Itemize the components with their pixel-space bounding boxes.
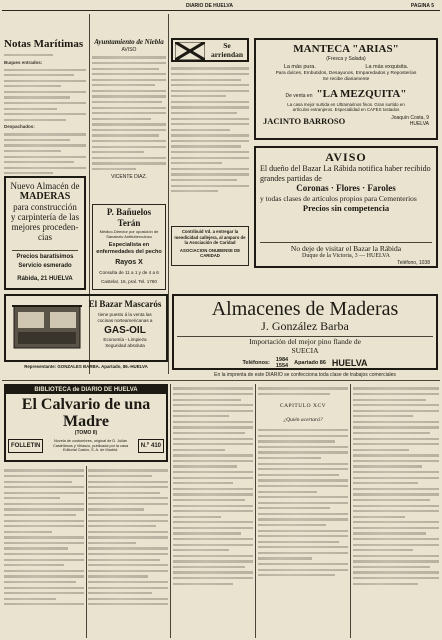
asociacion-text: Contribuid Vd. a entregar la mendicidad callejera, al amparo de la Asociación de Caridad	[174, 229, 246, 245]
despachados-label: Despachados:	[4, 124, 35, 130]
almacen-line: mejores proceden-	[11, 222, 79, 232]
imprenta-notice: En la imprenta de este DIARIO se confecciona toda clase de trabajos comerciales	[214, 372, 396, 378]
banuelos-rayos: Rayos X	[115, 259, 143, 266]
biblioteca-tomo: (TOMO II)	[74, 430, 98, 436]
novel-column-2	[88, 466, 168, 638]
manteca-address: HUELVA	[409, 120, 429, 127]
almacenes-title: Almacenes de Maderas	[211, 298, 399, 320]
almacen-line: y carpintería de las	[10, 212, 80, 222]
header-title: DIARIO DE HUELVA	[185, 3, 233, 9]
chapter-subtitle: ¿Quién acertará?	[283, 417, 323, 424]
banuelos-consulta: Consulta de 11 a 1 y de 4 a 6	[99, 270, 159, 275]
bazar-line: Economía - Limpieza	[103, 337, 147, 342]
arriendan-line1: Se	[223, 41, 231, 50]
novel-column-5	[353, 384, 439, 638]
stove-icon	[12, 302, 82, 350]
almacenes-city: HUELVA	[331, 358, 368, 368]
manteca-venta-name: "LA MEZQUITA"	[316, 88, 407, 100]
ayuntamiento-title: Ayuntamiento de Niebla	[94, 38, 164, 46]
notas-title: Notas Marítimas	[4, 38, 84, 50]
almacen-line: cias	[38, 232, 52, 242]
almacen-precios: Precios baratísimos	[16, 254, 74, 260]
aviso-text: Duque de la Victoria, 3 — HUELVA	[301, 253, 391, 259]
notas-body	[4, 54, 86, 174]
bazar-line: tiene puesto á la venta las	[98, 312, 152, 317]
almacenes-name: J. González Barba	[261, 319, 349, 333]
almacen-line: Nuevo Almacén de	[10, 181, 80, 191]
manteca-title: MANTECA "ARIAS"	[293, 43, 399, 55]
biblioteca-folletin: FOLLETIN	[8, 439, 43, 453]
almacenes-tel: 1984	[275, 357, 289, 363]
aviso-text: y todas clases de artículos propios para Cementerios	[260, 194, 417, 203]
almacenes-apartado: Apartado 86	[294, 360, 326, 366]
almacenes-tel-label: Teléfonos:	[242, 360, 270, 366]
page-header	[2, 2, 440, 11]
cross-icon	[175, 42, 205, 60]
manteca-subtitle: (Fresca y Salada)	[326, 56, 366, 62]
almacen-maderas-ad	[4, 176, 86, 290]
biblioteca-box	[4, 384, 168, 462]
manteca-line: La más exquisita.	[365, 64, 409, 70]
aviso-title: AVISO	[325, 150, 367, 164]
arriendan-line2: arriendan	[210, 50, 244, 59]
almacenes-line: SUECIA	[291, 346, 319, 355]
bazar-title: El Bazar Mascarós	[88, 299, 162, 309]
notas-maritimas-column	[4, 38, 86, 174]
banuelos-name: P. Bañuelos Terán	[106, 207, 152, 228]
novel-column-1	[4, 466, 84, 638]
arriendan-body	[171, 64, 249, 222]
column-divider	[168, 14, 169, 374]
almacenes-line: Importación del mejor pino flande de	[249, 337, 361, 346]
manteca-ad	[254, 38, 438, 140]
biblioteca-number: 410	[150, 443, 161, 449]
almacenes-ad	[172, 294, 438, 370]
bazar-footer: Representante: GONZALES BARBA. Apartado, 86.-HUELVA	[24, 364, 148, 369]
banuelos-ad	[92, 204, 166, 290]
manteca-venta-prefix: De venta en	[285, 93, 313, 99]
aviso-text: Coronas · Flores · Faroles	[296, 183, 396, 193]
almacenes-tel: 1554	[275, 363, 289, 369]
manteca-line: artículos extranjeros. Especialidad en CAFES tostados	[292, 107, 400, 113]
arriendan-ad	[171, 38, 249, 62]
bazar-ad	[4, 294, 168, 362]
manteca-line: La más pura.	[283, 64, 316, 70]
asociacion-ad	[171, 226, 249, 266]
biblioteca-number-label: N.º	[140, 443, 149, 449]
aviso-phone: Teléfono, 1038	[397, 260, 430, 266]
aviso-text: El dueño del Bazar La Rábida notifica haber recibido grandes partidas de	[260, 164, 431, 183]
banuelos-desc: Médico-Director por oposición de Sanatorio Antituberculoso	[99, 229, 159, 239]
biblioteca-desc: Novela de costumbres, original de D. Julián Castellanos y Velasco, publicada por la casa Editorial Castro, S. A. de Madrid.	[52, 438, 129, 453]
manteca-line: Se recibe diariamente	[322, 77, 370, 82]
biblioteca-header: BIBLIOTECA de DIARIO DE HUELVA	[6, 386, 166, 394]
chapter-title: CAPITULO XCV	[279, 403, 327, 410]
ayuntamiento-column	[92, 38, 166, 202]
almacen-servicio: Servicio esmerado	[18, 263, 72, 269]
aviso-ad	[254, 146, 438, 268]
aviso-text: Precios sin competencia	[302, 203, 390, 213]
asociacion-name: ASOCIACION ONUBENSE DE CARIDAD	[179, 247, 241, 258]
ayuntamiento-footer: VICENTE DIAZ.	[111, 173, 147, 180]
novel-column-3	[173, 384, 253, 638]
bazar-product: GAS-OIL	[104, 325, 146, 336]
biblioteca-title: El Calvario de una Madre	[21, 396, 151, 430]
bazar-line: Seguridad absoluta	[105, 343, 145, 348]
manteca-owner: JACINTO BARROSO	[263, 115, 346, 126]
almacen-line: MADERAS	[19, 191, 71, 202]
entradas-label: Buques entrados:	[4, 59, 43, 65]
banuelos-specialty: Especialista en enfermedades del pecho	[96, 242, 162, 255]
banuelos-address: Castelar, 16, pral. Tel. 1760	[101, 279, 157, 284]
ayuntamiento-subtitle: AVISO	[121, 47, 137, 53]
almacen-address: Rábida, 21 HUELVA	[17, 276, 73, 282]
header-page-number: PAGINA 5	[410, 3, 434, 9]
manteca-line: La casa mejor surtida en Ultramarinos finos. Gran surtido en	[287, 102, 405, 107]
manteca-address: Joaquín Costa, 9	[391, 114, 429, 121]
aviso-text: No deje de visitar el Bazar la Rábida	[290, 244, 402, 253]
almacen-line: para construcción	[13, 202, 77, 212]
manteca-line: Para dulces, Embutidos, Desayunos, Emparedados y Reposterías	[275, 71, 417, 76]
novel-column-4	[258, 384, 348, 638]
bazar-line: cocinas norteamericanas a	[97, 318, 153, 323]
